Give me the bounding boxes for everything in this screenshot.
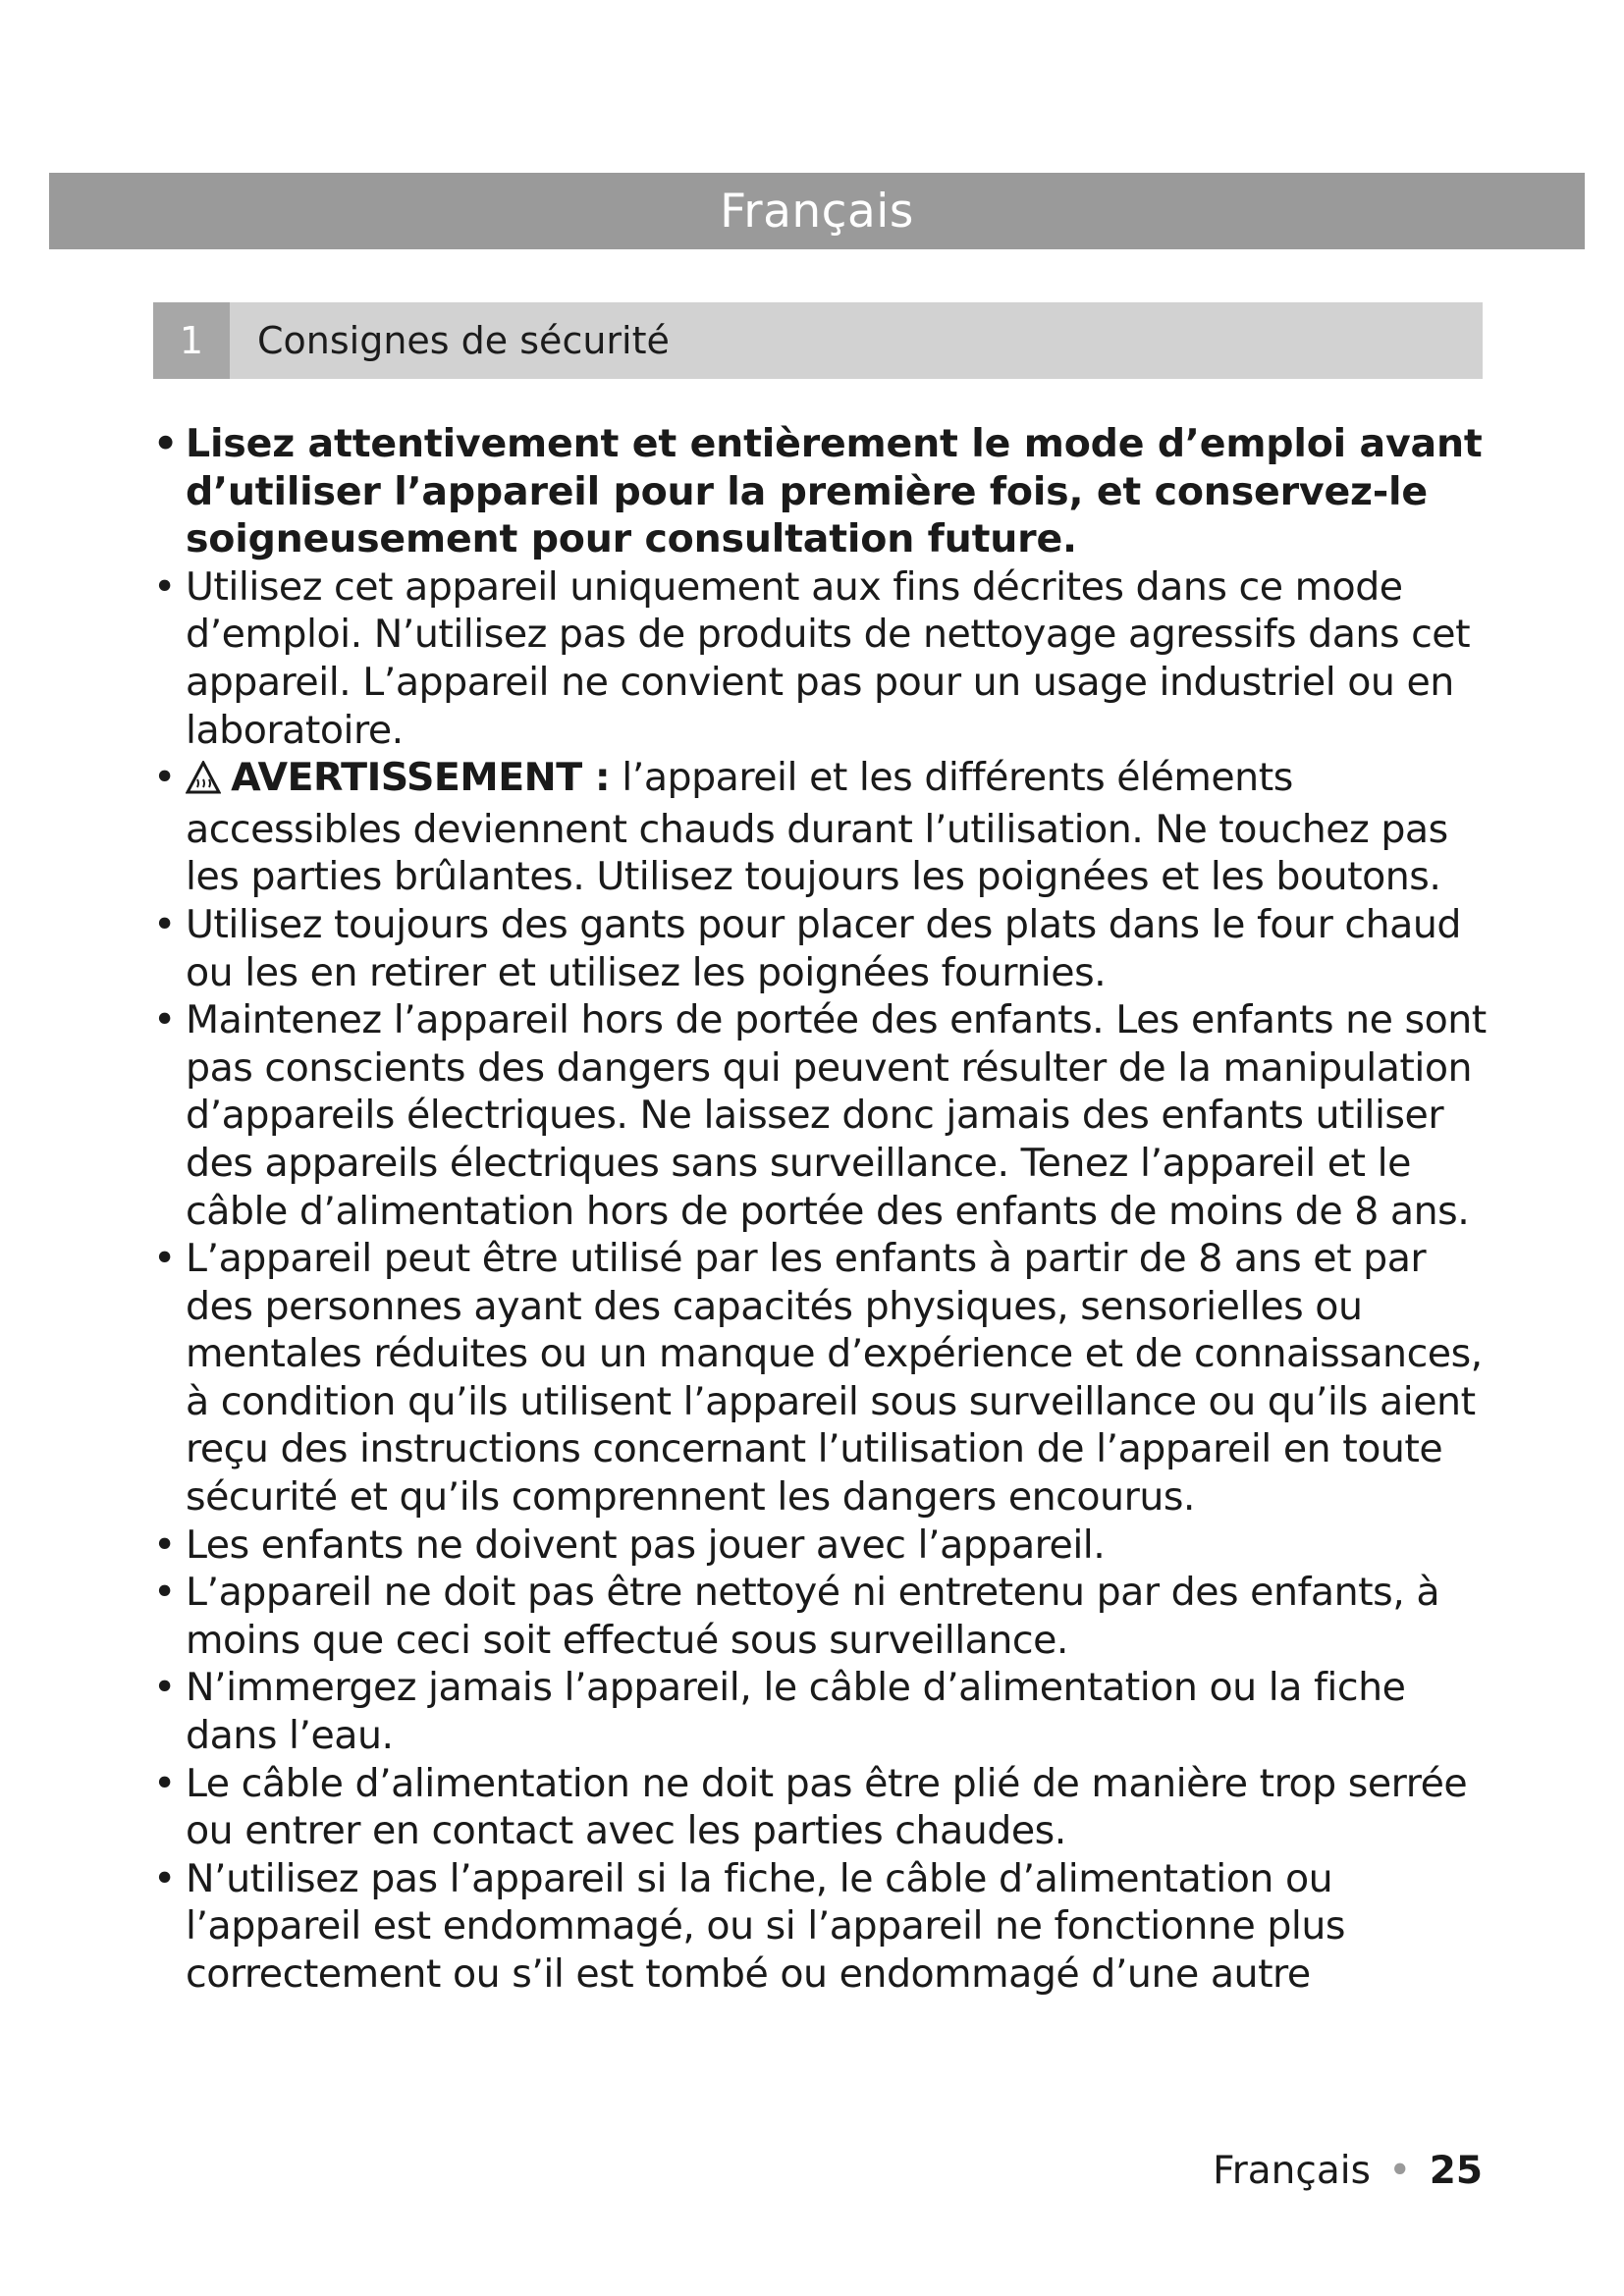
footer-language: Français	[1213, 2149, 1371, 2193]
list-item	[153, 420, 1489, 563]
list-item-warning	[153, 754, 1489, 901]
bullet: •	[153, 1760, 176, 1806]
list-item	[153, 1855, 1489, 1999]
list-item	[153, 563, 1489, 754]
list-item	[153, 1664, 1489, 1759]
section-title: Consignes de sécurité	[257, 319, 670, 362]
list-item	[153, 901, 1489, 996]
list-item	[153, 1522, 1489, 1570]
bullet: •	[153, 1665, 176, 1711]
list-item-text: N’utilisez pas l’appareil si la fiche, le câble d’alimentation ou l’appareil est endommagé, ou si l’appareil ne fonctionne plus correctement ou s’il est tombé ou endommagé d’une autre	[186, 1855, 1345, 1997]
list-item-text: L’appareil peut être utilisé par les enfants à partir de 8 ans et par des personnes ayant des capacités physiques, sensorielles ou mentales réduites ou un manque d’expérience et de connaissances, à condition qu’ils utilisent l’appareil sous surveillance ou qu’ils aient reçu des instructions concernant l’utilisation de l’appareil en toute sécurité et qu’ils comprennent les dangers encourus.	[186, 1236, 1483, 1521]
page-footer	[1213, 2148, 1483, 2195]
bullet: •	[153, 1855, 176, 1901]
list-item-text: l’appareil et les différents éléments accessibles deviennent chauds durant l’utilisation. Ne touchez pas les parties brûlantes. Utilisez toujours les poignées et les boutons.	[186, 755, 1448, 900]
list-item-text: L’appareil ne doit pas être nettoyé ni entretenu par des enfants, à moins que ceci soit effectué sous surveillance.	[186, 1570, 1440, 1663]
list-item	[153, 1235, 1489, 1522]
hot-surface-warning-icon	[186, 758, 221, 806]
warning-label: AVERTISSEMENT :	[231, 755, 611, 801]
list-item-text: Le câble d’alimentation ne doit pas être plié de manière trop serrée ou entrer en contact avec les parties chaudes.	[186, 1760, 1468, 1854]
language-banner	[49, 173, 1585, 249]
section-header	[153, 302, 1483, 379]
list-item-text: Utilisez cet appareil uniquement aux fins décrites dans ce mode d’emploi. N’utilisez pas de produits de nettoyage agressifs dans cet appareil. L’appareil ne convient pas pour un usage industriel ou en laboratoire.	[186, 563, 1471, 753]
safety-instructions-list	[153, 420, 1489, 1999]
bullet: •	[153, 1522, 176, 1568]
bullet: •	[153, 563, 176, 610]
page-number: 25	[1429, 2149, 1483, 2193]
section-number: 1	[153, 302, 230, 379]
bullet: •	[153, 1570, 176, 1616]
bullet: •	[153, 901, 176, 947]
list-item-text: Utilisez toujours des gants pour placer des plats dans le four chaud ou les en retirer et utilisez les poignées fournies.	[186, 901, 1461, 995]
bullet: •	[153, 1236, 176, 1282]
list-item-text: Les enfants ne doivent pas jouer avec l’appareil.	[186, 1522, 1106, 1568]
list-item	[153, 996, 1489, 1235]
list-item-text: Maintenez l’appareil hors de portée des enfants. Les enfants ne sont pas conscients des dangers qui peuvent résulter de la manipulation d’appareils électriques. Ne laissez donc jamais des enfants utiliser des appareils électriques sans surveillance. Tenez l’appareil et le câble d’alimentation hors de portée des enfants de moins de 8 ans.	[186, 997, 1487, 1234]
bullet: •	[153, 997, 176, 1043]
bullet: •	[153, 755, 176, 801]
language-banner-title: Français	[720, 184, 914, 239]
footer-separator: •	[1388, 2149, 1412, 2193]
bullet: •	[153, 421, 179, 466]
list-item	[153, 1760, 1489, 1855]
list-item-text: N’immergez jamais l’appareil, le câble d’alimentation ou la fiche dans l’eau.	[186, 1665, 1406, 1759]
list-item-text: Lisez attentivement et entièrement le mode d’emploi avant d’utiliser l’appareil pour la première fois, et conservez-le soigneusement pour consultation future.	[186, 421, 1483, 562]
list-item	[153, 1569, 1489, 1664]
